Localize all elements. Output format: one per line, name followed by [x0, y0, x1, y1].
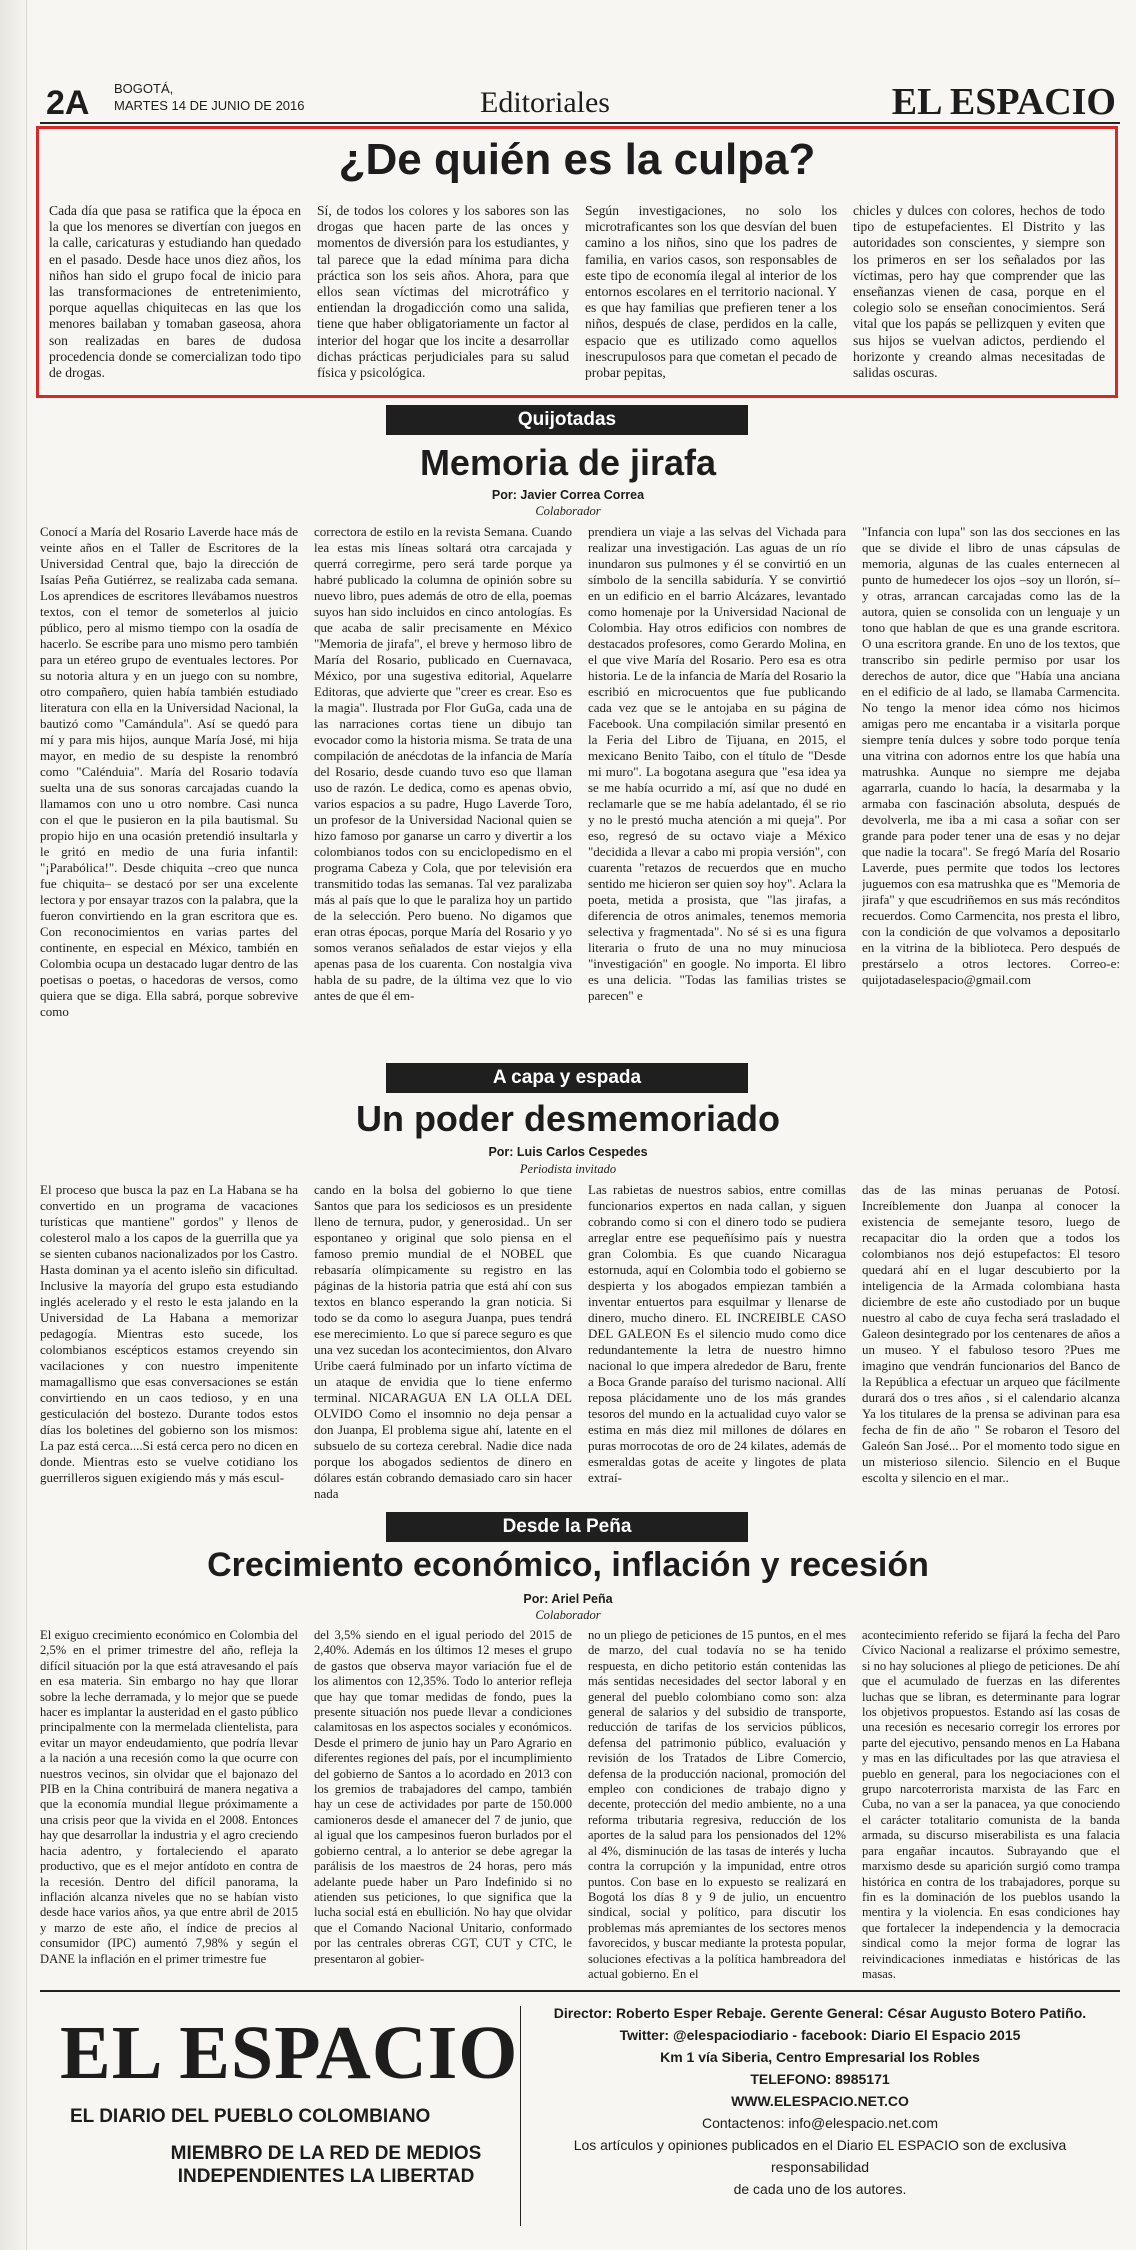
- article-column: correctora de estilo en la revista Semana. Cuando lea estas mis líneas soltará otra carcajada y querrá corregirme, pero será tarde porque ya habré publicado la columna de opinión sobre su nuevo libro, pues además de otro de ella, poemas suyos han sido incluidos en cinco antologías. Es que acaba de salir precisamente en México "Memoria de jirafa", el breve y hermoso libro de María del Rosario, publicado en Cuernavaca, México, por una sugestiva editorial, Aquelarre Editoras, que advierte que "creer es crear. Eso es la magia". Ilustrada por Flor GuGa, cada una de las narraciones cortas tiene un dibujo tan evocador como la historia misma. Se trata de una compilación de anécdotas de la infancia de María del Rosario, desde cuando tuvo eso que llaman uso de razón. Le dedica, como es apenas obvio, varios espacios a su padre, Hugo Laverde Toro, un profesor de la Universidad Nacional quien se hizo famoso por ganarse un carro y divertir a los colombianos todos con su enciclopedismo en el programa Cabeza y Cola, que por televisión era transmitido todas las semanas. Tal vez paralizaba más al país que lo que le paraliza hoy un partido de la selección. Pero bueno. No digamos que eran otras épocas, porque María del Rosario y yo somos veranos señalados de estar viejos y ella apenas pasa de los cuarenta. Con nostalgia viva habla de su padre, de la última vez que lo vio antes de que él em-: [314, 524, 572, 1003]
- column-band: Desde la Peña: [386, 1512, 748, 1542]
- footer-credit: Km 1 vía Siberia, Centro Empresarial los Robles: [660, 2049, 980, 2065]
- article-column: Las rabietas de nuestros sabios, entre comillas funcionarios expertos en nada callan, y siguen cobrando como si con el dinero todo se pudiera arreglar entre ese pequeñísimo país y nuestra gran Colombia. Es que cuando Nicaragua estornuda, aquí en Colombia todo el gobierno se despierta y los abogados empiezan también a inventar entuertos para esquilmar y llenarse de dinero, mucho dinero. EL INCREIBLE CASO DEL GALEON Es el silencio mudo como dice redundantemente la letra de nuestro himno nacional lo que impera alrededor de Baru, frente a Boca Grande paraíso del turismo nacional. Allí reposa plácidamente uno de los más grandes tesoros del mundo en la actualidad cuyo valor se estima en más diez mil millones de dólares en puras morrocotas de oro de 24 kilates, además de esmeraldas gotas de aceite y lingotes de plata extraí-: [588, 1182, 846, 1485]
- editorial-column: Según investigaciones, no solo los microtraficantes son los que desvían del buen camino a los niños, sino que los padres de familia, en varios casos, son responsables de este tipo de economía ilegal al interior de los entornos escolares en el territorio nacional. Y es que hay familias que prefieren tener a los niños, después de clase, perdidos en la calle, espacio que es utilizado como aquellos inescrupulosos para que cometan el pecado de probar pepitas,: [585, 203, 837, 381]
- footer: [40, 1990, 1120, 2238]
- page-number: 2A: [46, 84, 90, 122]
- editorial-body: [49, 203, 1105, 393]
- article-role: Periodista invitado: [519, 1162, 617, 1176]
- article-byline: Por: Ariel Peña: [523, 1592, 613, 1606]
- footer-member: [106, 2142, 546, 2188]
- footer-member-line: INDEPENDIENTES LA LIBERTAD: [177, 2166, 475, 2187]
- column-band: A capa y espada: [386, 1063, 748, 1093]
- section-title: Editoriales: [480, 86, 610, 119]
- footer-tagline: EL DIARIO DEL PUEBLO COLOMBIANO: [70, 2106, 431, 2127]
- footer-logo: EL ESPACIO: [60, 2011, 519, 2095]
- footer-credit: Director: Roberto Esper Rebaje. Gerente General: César Augusto Botero Patiño.: [553, 2005, 1087, 2021]
- masthead-brand: EL ESPACIO: [891, 81, 1116, 123]
- article-role: Colaborador: [535, 1608, 601, 1622]
- dateline-date: MARTES 14 DE JUNIO DE 2016: [114, 98, 305, 113]
- article-column: no un pliego de peticiones de 15 puntos, en el mes de marzo, del cual todavía no se ha tenido respuesta, en dicho petitorio están contenidas las más sentidas necesidades del sector laboral y en general del pueblo colombiano como son: alza general de salarios y del subsidio de transporte, reducción de tarifas de los servicios públicos, defensa del patrimonio público, evaluación y revisión de los Tratados de Libre Comercio, defensa de la producción nacional, promoción del empleo con condiciones de trabajo digno y decente, protección del medio ambiente, no a una reforma tributaria regresiva, reducción de los aportes de la salud para los pensionados del 12% al 4%, disminución de las tasas de interés y lucha contra la corrupción y la impunidad, entre otros puntos. Con base en lo expuesto se realizará en Bogotá los días 8 y 9 de julio, un encuentro sindical, social y político, para discutir los problemas más apremiantes de los sectores menos favorecidos, y buscar mediante la protesta popular, soluciones efectivas a la política hambreadora del actual gobierno. En el: [588, 1628, 846, 1981]
- article-byline: Por: Luis Carlos Cespedes: [488, 1145, 648, 1159]
- editorial-box: [36, 126, 1118, 398]
- footer-member-line: MIEMBRO DE LA RED DE MEDIOS: [170, 2143, 482, 2164]
- dateline: [114, 80, 305, 114]
- article-column: El exiguo crecimiento económico en Colombia del 2,5% en el primer trimestre del año, refleja la difícil situación por la que está atravesando el país en esa materia. Sin embargo no hay que llorar sobre la leche derramada, y lo mejor que se puede hacer es implantar la austeridad en el gasto público principalmente con la mermelada clientelista, para evitar un mayor endeudamiento, que podría llevar a la nación a una recesión como la que ocurre con nuestros vecinos, sin olvidar que el bajonazo del PIB en la China contribuirá de manera negativa a que la economía mundial llegue próximamente a una crisis peor que la vivida en el 2008. Entonces hay que desarrollar la industria y el agro creciendo hacia adentro, y fortaleciendo el aparato productivo, que es el mejor antídoto en contra de la recesión. Dentro del difícil panorama, la inflación alcanza niveles que no se habían visto desde hace varios años, ya que entre abril de 2015 y marzo de este año, el índice de precios al consumidor (IPC) aumentó 7,98% y según el DANE la inflación en el primer trimestre fue: [40, 1628, 298, 1966]
- article-body: [40, 1628, 1120, 1984]
- article-column: "Infancia con lupa" son las dos secciones en las que se divide el libro de unas cápsulas de memoria, algunas de las cuales enternecen al punto de humedecer los ojos –soy un llorón, sí– y otras, arrancan carcajadas como las de la autora, quien se consolida con un lenguaje y un tono que hablan de que es una grande escritora. O una escritora grande. En uno de los textos, que transcribo sin pedirle permiso por usar los derechos de autor, dice que "Había una anciana en el edificio de al lado, se llamaba Carmencita. No tengo la menor idea cómo nos hicimos amigas pero me encantaba ir a visitarla porque siempre tenía dulces y sobre todo porque tenía una vitrina con adornos entre los que había una matrushka. Aunque no siempre me dejaba agarrarla, cuando lo hacía, la desarmaba y la armaba con fascinación absoluta, después de devolverla, me iba a mi casa a soñar con ser grande para poder tener una de esas y no dejar que nadie la tocara". Se fregó María del Rosario Laverde, pues permite que todos los lectores juguemos con esa matrushka que es "Memoria de jirafa" y que escudriñemos en sus más recónditos recuerdos. Como Carmencita, nos presta el libro, con la condición de que volvamos a depositarlo en la vitrina de la biblioteca. Pero después de prestárselo a otros lectores. Correo-e: quijotadaselespacio@gmail.com: [862, 524, 1120, 987]
- article-title: Crecimiento económico, inflación y recesión: [207, 1546, 929, 1584]
- page-header: [40, 78, 1120, 124]
- article-column: Conocí a María del Rosario Laverde hace más de veinte años en el Taller de Escritores de la Universidad Central que, bajo la dirección de Isaías Peña Gutiérrez, se realizaba cada semana. Los aprendices de escritores llevábamos nuestros textos, con el temor de someterlos al juicio público, pero al mismo tiempo con la osadía de hacerlo. Se escribe para uno mismo pero también para un etéreo grupo de eventuales lectores. Por su notoria altura y en un juego con su nombre, otro compañero, quien había también estudiado literatura con ella en la Universidad Nacional, la bautizó como "Camándula". Así se quedó para mí y para mis hijos, aunque María José, mi hija mayor, en medio de su despiste la renombró como "Calénduia". María del Rosario todavía suelta una de sus sonoras carcajadas cuando la llamamos con uno u otro nombre. Casi nunca con el que le pusieron en la pila bautismal. Su propio hijo en una ocasión pretendió insultarla y le gritó en medio de una furia infantil: "¡Parabólica!". Desde chiquita –creo que nunca fue chiquita– se destacó por ser una excelente lectora y por ensayar trazos con la palabra, que la fueron convirtiendo en la gran escritora que es. Con reconocimientos en varias partes del continente, en especial en México, también en Colombia ocupa un destacado lugar dentro de las poetisas o poetas, o hacedoras de versos, como quiera que se diga. Ella sabrá, porque sobrevive como: [40, 524, 298, 1019]
- article-column: El proceso que busca la paz en La Habana se ha convertido en un programa de vacaciones turísticas que mantiene" gordos" y llenos de colesterol malo a los capos de la guerrilla que ya se sienten cubanos nacionalizados por los Castro. Hasta dominan ya el acento isleño sin dificultad. Inclusive la mayoría del grupo esta estudiando inglés acelerado y el resto le esta jalando en la Universidad de La Habana a memorizar pedagogía. Mientras esto sucede, los colombianos escépticos estamos creyendo sin vacilaciones y con nuestro impenitente mamagallismo que esas conversaciones se están convirtiendo en un caos tedioso, y en una gesticulación del bostezo. Durante todos estos días los boletines del gobierno son los mismos: La paz está cerca....Si está cerca pero no dicen en donde. Mientras esto se vuelve cotidiano los guerrilleros siguen exigiendo más y más escul-: [40, 1182, 298, 1485]
- footer-credit: Contactenos: info@elespacio.net.com: [701, 2115, 938, 2131]
- footer-credit: de cada uno de los autores.: [733, 2181, 907, 2197]
- editorial-column: Sí, de todos los colores y los sabores son las drogas que hacen parte de las onces y momentos de diversión para los estudiantes, y tal parece que la edad mínima para dicha práctica son los seis años. Ahora, para que ellos sean víctimas del microtráfico y entiendan la drogadicción como una salida, tiene que haber obligatoriamente un factor al interior del hogar que los incite a desarrollar dichas prácticas perjudiciales para su salud física y psicológica.: [317, 203, 569, 381]
- article-title: Memoria de jirafa: [419, 442, 717, 483]
- dateline-city: BOGOTÁ,: [114, 81, 174, 96]
- footer-credit: TELEFONO: 8985171: [750, 2071, 890, 2087]
- editorial-column: Cada día que pasa se ratifica que la época en la que los menores se divertían con juegos en la calle, caricaturas y estudiando han quedado en el pasado. Desde hace unos diez años, los niños han sido el grupo focal de inicio para las transformaciones de entretenimiento, porque aquellas chiquitecas en las que los menores bailaban y tomaban gaseosa, ahora son realizadas en bares de dudosa procedencia donde se comercializan todo tipo de drogas.: [49, 203, 301, 381]
- editorial-title: ¿De quién es la culpa?: [338, 135, 816, 184]
- article-column: das de las minas peruanas de Potosí. Increíblemente don Juanpa al conocer la existencia de semejante tesoro, luego de recapacitar dio la orden que a todos los colombianos nos dejó estupefactos: El tesoro quedará ahí en el lugar descubierto por la inteligencia de la Armada colombiana hasta diciembre de este año custodiado por un buque nuestro al cabo de cuya fecha será trasladado el Galeon desintegrado por los centenares de años a un museo. Y el fabuloso tesoro ?Pues me imagino que vendrán funcionarios del Banco de la República a efectuar un arqueo que fácilmente durará dos o tres años , si el calendario alcanza Ya los titulares de la prensa se adivinan para esa fecha de fin de año " Se robaron el Tesoro del Galeón San José... Por el momento todo sigue en un misterioso silencio. Silencio en el Buque escolta y silencio en el mar..: [862, 1182, 1120, 1485]
- article-body: [40, 1182, 1120, 1504]
- footer-divider: [520, 2006, 521, 2226]
- column-band: Quijotadas: [386, 405, 748, 435]
- editorial-column: chicles y dulces con colores, hechos de todo tipo de estupefacientes. El Distrito y las autoridades son conscientes, y siempre son los primeros en ser los señalados por las víctimas, pero hay que comprender que las enseñanzas vienen de casa, porque en el colegio solo se enseñan conocimientos. Será vital que los papás se pellizquen y eviten que sus hijos se vuelvan adictos, perdiendo el horizonte y creando almas necesitadas de salidas oscuras.: [853, 203, 1105, 381]
- footer-credits: [530, 2002, 1110, 2200]
- article-byline: Por: Javier Correa Correa: [491, 488, 645, 502]
- footer-credit: WWW.ELESPACIO.NET.CO: [731, 2093, 909, 2109]
- article-body: [40, 524, 1120, 1052]
- article-column: del 3,5% siendo en el igual periodo del 2015 de 2,40%. Además en los últimos 12 meses el grupo de gastos que observa mayor variación fue el de los alimentos con 12,35%. Todo lo anterior refleja que hay que tomar medidas de fondo, pues la presente situación nos puede llevar a condiciones calamitosas en los aspectos sociales y económicos. Desde el primero de junio hay un Paro Agrario en diferentes regiones del país, por el incumplimiento del gobierno de Santos a lo acordado en 2013 con los gremios de trabajadores del campo, también hay un cese de actividades por parte de 150.000 camioneros desde el amanecer del 7 de junio, que al igual que los campesinos fueron burlados por el gobierno central, a lo anterior se debe agregar la parálisis de los maestros de 24 horas, pero más adelante puede haber un Paro Indefinido si no atienden sus peticiones, lo que significa que la lucha social está en ebullición. No hay que olvidar que el Comando Nacional Unitario, conformado por las centrales obreras CGT, CUT y CTC, le presentaron al gobier-: [314, 1628, 572, 1966]
- footer-credit: Los artículos y opiniones publicados en el Diario EL ESPACIO son de exclusiva responsabilidad: [573, 2137, 1067, 2175]
- article-column: acontecimiento referido se fijará la fecha del Paro Cívico Nacional a realizarse el próximo semestre, si no hay soluciones al pliego de peticiones. De ahí que el acumulado de fuerzas en las diferentes luchas que se libran, es determinante para lograr los objetivos propuestos. Estando así las cosas de una recesión es necesario corregir los errores por parte del ejecutivo, pensando menos en La Habana y mas en las dificultades por las que atraviesa el pueblo en general, para los negociaciones con el grupo narcoterrorista marxista de las Farc en Cuba, no van a ser la panacea, ya que conociendo el carácter totalitario comunista de la banda armada, su discurso miserabilista es una falacia para engañar incautos. Subrayando que el marxismo desde su aparición surgió como trampa histórica en contra de los trabajadores, porque su fin es la dominación de los pueblos usando la mentira y la violencia. En esas condiciones hay que fortalecer la independencia y la democracia sindical como la mejor forma de lograr las reivindicaciones inmediatas e históricas de las masas.: [862, 1628, 1120, 1981]
- article-role: Colaborador: [535, 504, 601, 518]
- article-column: cando en la bolsa del gobierno lo que tiene Santos que para los sediciosos es un presidente lleno de ternura, pudor, y generosidad.. Un ser espontaneo y original que solo piensa en el famoso premio mundial de el NOBEL que rebasaría olímpicamente su registro en las páginas de la historia patria que está ahí con sus textos en blanco esperando la gran noticia. Si todo se da como lo asegura Juanpa, pues tendrá ese merecimiento. Lo que sí parece seguro es que una vez sucedan los acontecimientos, don Alvaro Uribe caerá fulminado por un infarto víctima de un ataque de envidia que lo tiene enfermo terminal. NICARAGUA EN LA OLLA DEL OLVIDO Como el insomnio no deja pensar a don Juanpa, El problema sigue ahí, latente en el subsuelo de su corteza cerebral. Nadie dice nada porque los abogados sedientos de dinero en dólares están cobrando demasiado caro sin hacer nada: [314, 1182, 572, 1501]
- article-title: Un poder desmemoriado: [355, 1098, 781, 1139]
- article-column: prendiera un viaje a las selvas del Vichada para realizar una investigación. Las aguas de un río inundaron sus pulmones y él se convirtió en un símbolo de la sencilla sabiduría. Y se convirtió en un edificio en el barrio Alcázares, levantado como homenaje por la Universidad Nacional de Colombia. Hay otros edificios con nombres de destacados profesores, como Gerardo Molina, en el que vive María del Rosario. Pero esa es otra historia. Le de la infancia de María del Rosario la escribió en microcuentos que fue publicando cada vez que se le antojaba en su página de Facebook. Una compilación similar presentó en la Feria del Libro de Tijuana, en 2015, el mexicano Benito Taibo, con el título de "Desde mi muro". La bogotana asegura que "esa idea ya se me había ocurrido a mí, así que no dudé en reclamarle que se me había adelantado, él se rio y no le prestó mucha atención a mi queja". Por eso, regresó de su octavo viaje a México "decidida a llevar a cabo mi propia versión", con cuarenta "retazos de recuerdos que en mucho sentido me hicieron ser quien soy hoy". Aclara la poeta, metida a prosista, que "las jirafas, a diferencia de otros animales, tenemos memoria selectiva y fragmentada". No sé si es una figura literaria o fruto de una no muy minuciosa "investigación" en google. No importa. El libro es una delicia. "Todas las familias tristes se parecen" e: [588, 524, 846, 1003]
- footer-credit: Twitter: @elespaciodiario - facebook: Diario El Espacio 2015: [619, 2027, 1021, 2043]
